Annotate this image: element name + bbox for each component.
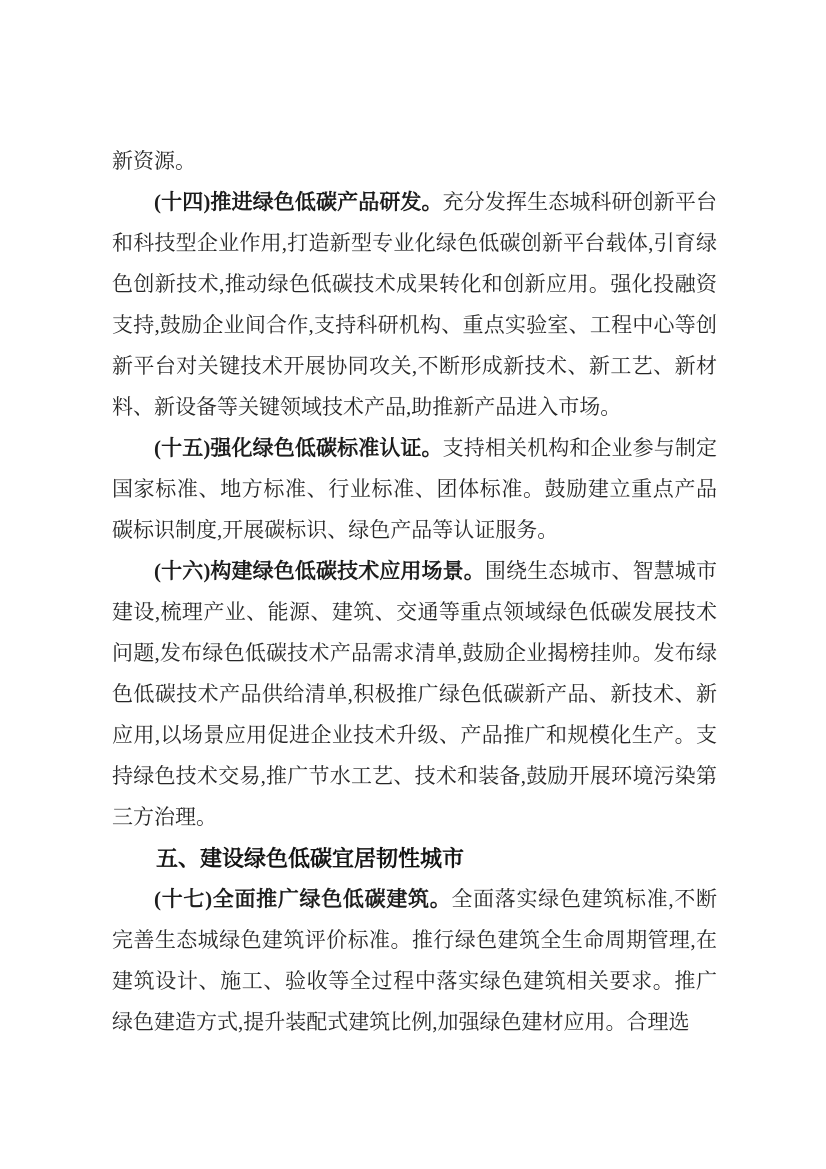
section-item-16 xyxy=(112,551,717,838)
section-item-15-lead: (十五)强化绿色低碳标准认证。 xyxy=(154,436,443,460)
section-heading-5-text: 五、建设绿色低碳宜居韧性城市 xyxy=(156,846,465,871)
section-item-17-lead: (十七)全面推广绿色低碳建筑。 xyxy=(154,887,452,911)
section-item-16-lead: (十六)构建绿色低碳技术应用场景。 xyxy=(154,559,485,583)
section-item-17 xyxy=(112,879,717,1043)
paragraph-continuation xyxy=(112,141,717,182)
section-item-14-lead: (十四)推进绿色低碳产品研发。 xyxy=(154,190,443,214)
section-item-16-body: 围绕生态城市、智慧城市建设,梳理产业、能源、建筑、交通等重点领域绿色低碳发展技术问题,发布绿色低碳技术产品需求清单,鼓励企业揭榜挂帅。发布绿色低碳技术产品供给清单,积极推广绿色低碳新产品、新技术、新应用,以场景应用促进企业技术升级、产品推广和规模化生产。支持绿色技术交易,推广节水工艺、技术和装备,鼓励开展环境污染第三方治理。 xyxy=(112,559,717,829)
section-item-17-body: 全面落实绿色建筑标准,不断完善生态城绿色建筑评价标准。推行绿色建筑全生命周期管理,在建筑设计、施工、验收等全过程中落实绿色建筑相关要求。推广绿色建造方式,提升装配式建筑比例,加强绿色建材应用。合理选 xyxy=(112,887,717,1034)
section-item-15 xyxy=(112,428,717,551)
section-item-14 xyxy=(112,182,717,428)
document-text-block xyxy=(112,141,717,1043)
section-item-14-body: 充分发挥生态城科研创新平台和科技型企业作用,打造新型专业化绿色低碳创新平台载体,引育绿色创新技术,推动绿色低碳技术成果转化和创新应用。强化投融资支持,鼓励企业间合作,支持科研机构、重点实验室、工程中心等创新平台对关键技术开展协同攻关,不断形成新技术、新工艺、新材料、新设备等关键领域技术产品,助推新产品进入市场。 xyxy=(112,190,717,419)
paragraph-text: 新资源。 xyxy=(112,149,196,173)
section-item-15-body: 支持相关机构和企业参与制定国家标准、地方标准、行业标准、团体标准。鼓励建立重点产品碳标识制度,开展碳标识、绿色产品等认证服务。 xyxy=(112,436,717,542)
section-heading-5 xyxy=(112,838,717,879)
